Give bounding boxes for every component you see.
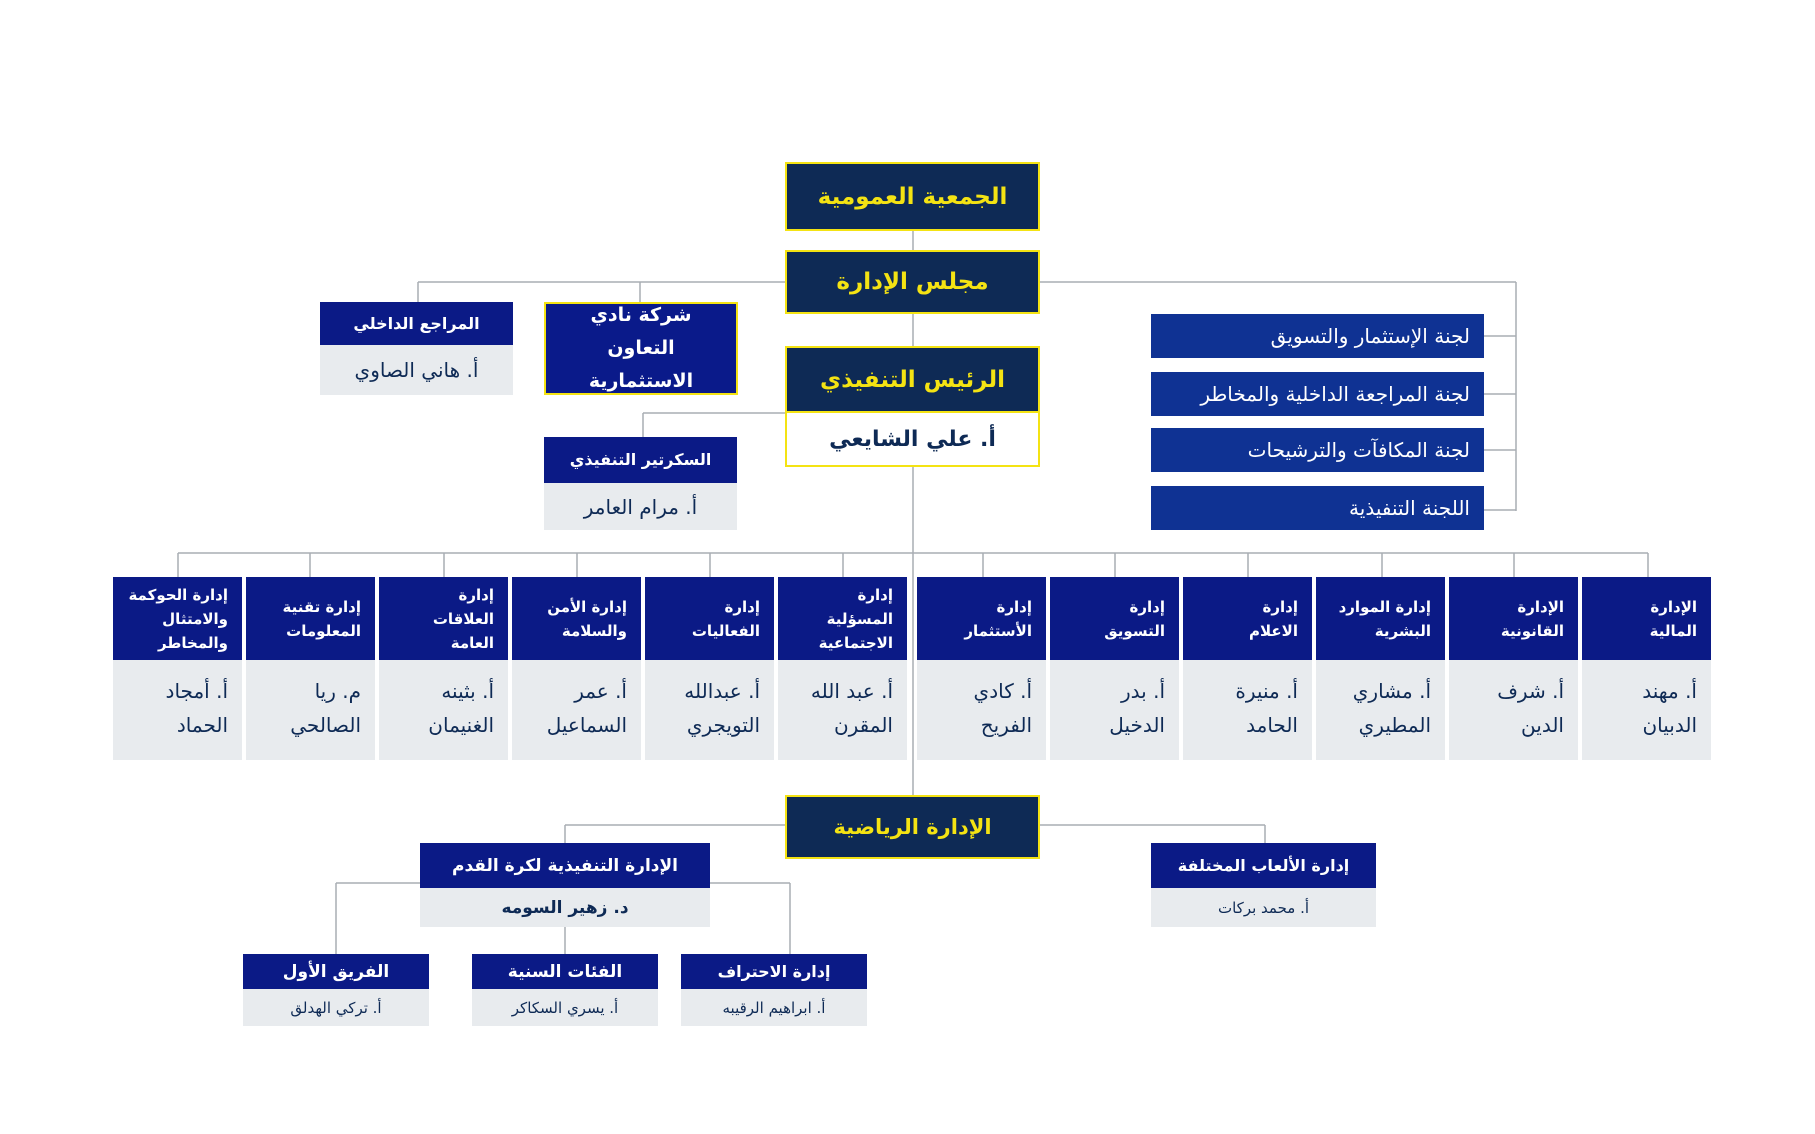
dept-title: إدارة تقنية المعلومات <box>282 597 361 640</box>
sports-admin-label: الإدارة الرياضية <box>833 815 992 839</box>
dept-name: أ. كادي الفريح <box>973 679 1032 737</box>
first-team-title: الفريق الأول <box>282 961 390 982</box>
committee-rewards-nominations <box>1151 428 1484 472</box>
professional-admin-title: إدارة الاحتراف <box>717 961 831 981</box>
dept-hr-header <box>1316 577 1445 660</box>
dept-it-header <box>246 577 375 660</box>
other-games-title: إدارة الألعاب المختلفة <box>1177 855 1350 875</box>
football-exec-name-box <box>420 888 710 927</box>
professional-admin-name: أ. ابراهيم الرقيبه <box>722 998 826 1017</box>
internal-auditor-title: المراجع الداخلي <box>353 313 480 333</box>
dept-name: أ. عمر السماعيل <box>546 679 627 737</box>
first-team-name: أ. تركي الهدلق <box>290 998 382 1017</box>
dept-name: أ. منيرة الحامد <box>1235 679 1298 737</box>
dept-legal-header <box>1449 577 1578 660</box>
dept-media-header <box>1183 577 1312 660</box>
dept-name: أ. مشاري المطيري <box>1352 679 1431 737</box>
dept-title: إدارة الأستثمار <box>964 597 1032 640</box>
dept-name: أ. أمجاد الحماد <box>165 679 228 737</box>
dept-name: أ. بدر الدخيل <box>1109 679 1165 737</box>
other-games-header <box>1151 843 1376 888</box>
dept-title: إدارة الفعاليات <box>691 597 760 640</box>
dept-security-safety-header <box>512 577 641 660</box>
dept-name: أ. بثينه الغنيمان <box>428 679 494 737</box>
other-games-name: أ. محمد بركات <box>1217 898 1310 917</box>
secretary-title: السكرتير التنفيذي <box>569 450 712 469</box>
dept-marketing-header <box>1050 577 1179 660</box>
ceo-name: أ. علي الشايعي <box>829 426 996 452</box>
dept-media-name-box <box>1183 660 1312 760</box>
board-box <box>785 250 1040 314</box>
dept-title: الإدارة القانونية <box>1500 597 1564 640</box>
other-games-name-box <box>1151 888 1376 927</box>
youth-categories-title: الفئات السنية <box>507 961 623 982</box>
committee-audit-risk <box>1151 372 1484 416</box>
dept-name: أ. شرف الدين <box>1497 679 1564 737</box>
secretary-header <box>544 437 737 483</box>
committee-label: اللجنة التنفيذية <box>1349 496 1470 520</box>
dept-security-safety-name-box <box>512 660 641 760</box>
internal-auditor-header <box>320 302 513 345</box>
dept-title: إدارة الموارد البشرية <box>1338 597 1431 640</box>
board-label: مجلس الإدارة <box>836 269 989 295</box>
first-team-name-box <box>243 989 429 1026</box>
football-exec-header <box>420 843 710 888</box>
committee-label: لجنة المكافآت والترشيحات <box>1247 438 1470 462</box>
dept-it-name-box <box>246 660 375 760</box>
ceo-name-box <box>785 413 1040 467</box>
dept-events-name-box <box>645 660 774 760</box>
dept-public-relations-name-box <box>379 660 508 760</box>
professional-admin-name-box <box>681 989 867 1026</box>
internal-auditor-name: أ. هاني الصاوي <box>354 358 479 382</box>
youth-categories-name-box <box>472 989 658 1026</box>
investment-company-box <box>544 302 738 395</box>
dept-name: م. ريا الصالحي <box>290 679 361 737</box>
dept-hr-name-box <box>1316 660 1445 760</box>
dept-title: إدارة التسويق <box>1104 597 1165 640</box>
dept-finance-header <box>1582 577 1711 660</box>
dept-marketing-name-box <box>1050 660 1179 760</box>
investment-company-label: شركة نادي التعاون الاستثمارية <box>588 304 694 392</box>
dept-title: إدارة الحوكمة والامتثال والمخاطر <box>128 585 228 652</box>
dept-title: إدارة الأمن والسلامة <box>547 597 627 640</box>
secretary-name-box <box>544 483 737 530</box>
football-exec-title: الإدارة التنفيذية لكرة القدم <box>452 855 678 876</box>
dept-title: الإدارة المالية <box>1649 597 1697 640</box>
dept-name: أ. عبدالله التويجري <box>684 679 760 737</box>
dept-finance-name-box <box>1582 660 1711 760</box>
professional-admin-header <box>681 954 867 989</box>
dept-events-header <box>645 577 774 660</box>
dept-investment-name-box <box>917 660 1046 760</box>
committee-label: لجنة المراجعة الداخلية والمخاطر <box>1200 382 1470 406</box>
dept-title: إدارة العلاقات العامة <box>432 585 494 652</box>
secretary-name: أ. مرام العامر <box>583 494 698 519</box>
dept-name: أ. عبد الله المقرن <box>810 679 893 737</box>
dept-public-relations-header <box>379 577 508 660</box>
youth-categories-header <box>472 954 658 989</box>
dept-governance-header <box>113 577 242 660</box>
dept-title: إدارة المسؤلية الاجتماعية <box>818 585 893 652</box>
dept-name: أ. مهند الدبيان <box>1642 679 1697 737</box>
internal-auditor-name-box <box>320 345 513 395</box>
dept-legal-name-box <box>1449 660 1578 760</box>
dept-investment-header <box>917 577 1046 660</box>
sports-admin-box <box>785 795 1040 859</box>
dept-title: إدارة الاعلام <box>1249 597 1298 640</box>
football-exec-name: د. زهير السومه <box>501 897 629 918</box>
general-assembly-label: الجمعية العمومية <box>817 183 1008 210</box>
general-assembly-box <box>785 162 1040 231</box>
ceo-title-box <box>785 346 1040 413</box>
youth-categories-name: أ. يسري السكاكر <box>511 998 619 1017</box>
dept-governance-name-box <box>113 660 242 760</box>
dept-social-responsibility-name-box <box>778 660 907 760</box>
committee-executive <box>1151 486 1484 530</box>
dept-social-responsibility-header <box>778 577 907 660</box>
committee-label: لجنة الإستثمار والتسويق <box>1270 324 1470 348</box>
first-team-header <box>243 954 429 989</box>
committee-investment-marketing <box>1151 314 1484 358</box>
ceo-title: الرئيس التنفيذي <box>820 366 1005 393</box>
